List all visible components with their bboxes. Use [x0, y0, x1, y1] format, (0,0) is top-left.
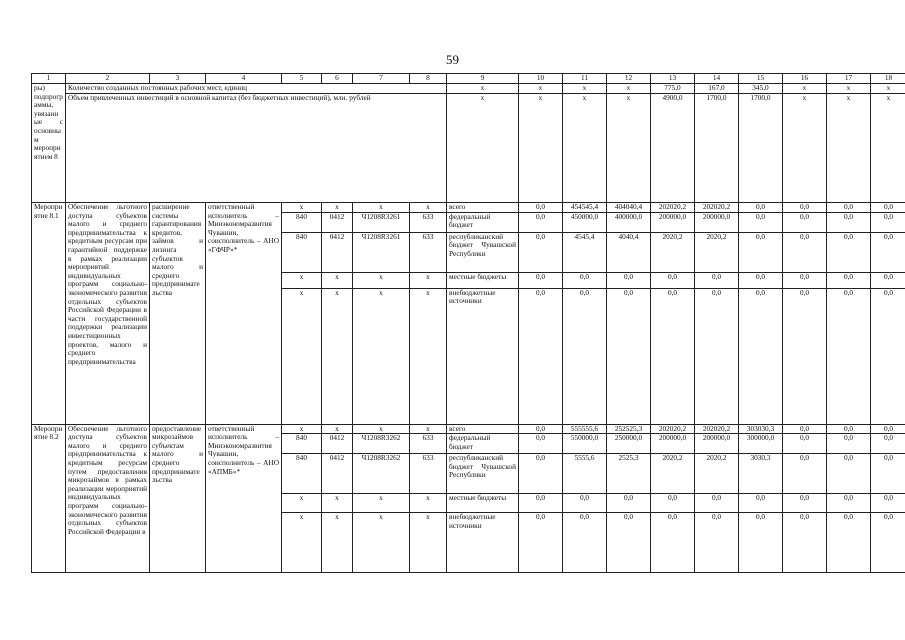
value-cell: 4040,4 — [607, 232, 651, 272]
value-cell: 0,0 — [871, 434, 905, 454]
value-cell: 252525,3 — [607, 424, 651, 434]
page-number: 59 — [446, 52, 459, 67]
measure-executor: ответственный исполнитель – Минэкономразвития Чувашии, соисполнитель – АНО «ГФЧР»* — [206, 203, 282, 425]
value-cell: 0,0 — [519, 203, 563, 213]
value-cell: 0,0 — [519, 434, 563, 454]
value-cell: 0,0 — [563, 272, 607, 288]
code-cell: x — [353, 203, 410, 213]
value-cell: 0,0 — [871, 454, 905, 494]
value-cell: 0,0 — [607, 272, 651, 288]
col-num: 5 — [282, 74, 322, 84]
value-cell: 0,0 — [519, 288, 563, 424]
value-cell: 167,0 — [695, 84, 739, 94]
col-num: 16 — [783, 74, 827, 84]
value-cell: 0,0 — [739, 203, 783, 213]
code-cell: x — [353, 513, 410, 573]
value-cell: 202020,2 — [651, 424, 695, 434]
value-cell: 0,0 — [739, 272, 783, 288]
measure-name: Обеспечение льготного доступа субъектов малого и среднего предпринимательства к кредитным ресурсам при гарантийной поддержке в рамках реализации мероприятий индивидуальных программ социально-экономического развития отдельных субъектов Российской Федерации в части государственной поддержки реализации инвестиционных проектов, малого и среднего предпринимательства — [66, 203, 150, 425]
value-cell: 202020,2 — [651, 203, 695, 213]
value-cell: 250000,0 — [607, 434, 651, 454]
funding-source: республиканский бюджет Чувашской Республики — [447, 232, 519, 272]
value-cell: x — [563, 84, 607, 94]
value-cell: 0,0 — [739, 513, 783, 573]
funding-source: всего — [447, 203, 519, 213]
funding-source: республиканский бюджет Чувашской Республики — [447, 454, 519, 494]
value-cell: 450000,0 — [563, 212, 607, 232]
col-num: 9 — [447, 74, 519, 84]
measure-task: расширение системы гарантирования кредитов, займов и лизинга субъектов малого и среднего предпринимательства — [150, 203, 206, 425]
indicator-label: Количество созданных постоянных рабочих мест, единиц — [66, 84, 447, 94]
funding-source: всего — [447, 424, 519, 434]
value-cell: 0,0 — [871, 513, 905, 573]
funding-source: местные бюджеты — [447, 494, 519, 513]
column-number-row — [32, 74, 905, 84]
value-cell: 0,0 — [827, 232, 871, 272]
value-cell: 454545,4 — [563, 203, 607, 213]
code-cell: 633 — [410, 212, 447, 232]
measure-task: предоставление микрозаймов субъектам малого и среднего предпринимательства — [150, 424, 206, 573]
value-cell: 0,0 — [827, 288, 871, 424]
value-cell: 2020,2 — [651, 454, 695, 494]
value-cell: x — [871, 94, 905, 203]
code-cell: x — [353, 424, 410, 434]
value-cell: 1700,0 — [739, 94, 783, 203]
measure-name: Обеспечение льготного доступа субъектов малого и среднего предпринимательства к кредитным ресурсам путем предоставления микрозаймов в рамках реализации мероприятий индивидуальных программ социально-экономического развития отдельных субъектов Российской Федерации в — [66, 424, 150, 573]
value-cell: 0,0 — [651, 494, 695, 513]
value-cell: x — [563, 94, 607, 203]
value-cell: 0,0 — [607, 513, 651, 573]
value-cell: 2525,3 — [607, 454, 651, 494]
value-cell: 0,0 — [827, 454, 871, 494]
value-cell: 0,0 — [739, 212, 783, 232]
code-cell: 840 — [282, 454, 322, 494]
funding-source: федеральный бюджет — [447, 434, 519, 454]
value-cell: 0,0 — [783, 494, 827, 513]
value-cell: 303030,3 — [739, 424, 783, 434]
measure-code: Мероприятие 8.1 — [32, 203, 66, 425]
code-cell: x — [410, 494, 447, 513]
value-cell: 0,0 — [739, 494, 783, 513]
code-cell: 0412 — [322, 212, 353, 232]
code-cell: 633 — [410, 232, 447, 272]
value-cell: 0,0 — [563, 288, 607, 424]
value-cell: 0,0 — [827, 494, 871, 513]
col-num: 10 — [519, 74, 563, 84]
value-cell: 0,0 — [783, 232, 827, 272]
code-cell: 840 — [282, 434, 322, 454]
value-cell: 5555,6 — [563, 454, 607, 494]
value-cell: 3030,3 — [739, 454, 783, 494]
measure-executor: ответственный исполнитель – Минэкономразвития Чувашии, соисполнитель – АНО «АПМБ»* — [206, 424, 282, 573]
value-cell: 345,0 — [739, 84, 783, 94]
value-cell: 0,0 — [563, 494, 607, 513]
indicator-row — [32, 94, 905, 203]
value-cell: 0,0 — [871, 424, 905, 434]
code-cell: x — [282, 494, 322, 513]
col-num: 2 — [66, 74, 150, 84]
code-cell: x — [322, 272, 353, 288]
code-cell: x — [322, 288, 353, 424]
value-cell: 0,0 — [871, 212, 905, 232]
funding-source: федеральный бюджет — [447, 212, 519, 232]
code-cell: x — [353, 272, 410, 288]
col-num: 17 — [827, 74, 871, 84]
value-cell: 0,0 — [871, 232, 905, 272]
col-num: 12 — [607, 74, 651, 84]
measure-code: Мероприятие 8.2 — [32, 424, 66, 573]
value-cell: x — [519, 94, 563, 203]
code-cell: x — [282, 272, 322, 288]
value-cell: 0,0 — [783, 203, 827, 213]
code-cell: 0412 — [322, 454, 353, 494]
value-cell: 2020,2 — [651, 232, 695, 272]
value-cell: 200000,0 — [695, 212, 739, 232]
code-cell: x — [322, 203, 353, 213]
col-num: 15 — [739, 74, 783, 84]
value-cell: 0,0 — [783, 454, 827, 494]
code-cell: 840 — [282, 232, 322, 272]
value-cell: 0,0 — [695, 288, 739, 424]
value-cell: 0,0 — [651, 513, 695, 573]
col-num: 11 — [563, 74, 607, 84]
code-cell: 0412 — [322, 434, 353, 454]
value-cell: 4545,4 — [563, 232, 607, 272]
col-num: 1 — [32, 74, 66, 84]
funding-source: внебюджетные источники — [447, 288, 519, 424]
value-cell: 202020,2 — [695, 424, 739, 434]
code-cell: x — [410, 288, 447, 424]
code-cell: Ч1208R3262 — [353, 454, 410, 494]
value-cell: 0,0 — [871, 494, 905, 513]
code-cell: 0412 — [322, 232, 353, 272]
value-cell: x — [519, 84, 563, 94]
value-cell: 404040,4 — [607, 203, 651, 213]
value-cell: 300000,0 — [739, 434, 783, 454]
value-cell: 0,0 — [607, 288, 651, 424]
value-cell: x — [827, 84, 871, 94]
value-cell: 0,0 — [563, 513, 607, 573]
value-cell: 0,0 — [739, 288, 783, 424]
indicator-col9: x — [447, 84, 519, 94]
code-cell: x — [353, 288, 410, 424]
value-cell: x — [827, 94, 871, 203]
col-num: 18 — [871, 74, 905, 84]
value-cell: 0,0 — [827, 434, 871, 454]
value-cell: 0,0 — [695, 494, 739, 513]
col-num: 7 — [353, 74, 410, 84]
value-cell: 0,0 — [871, 272, 905, 288]
value-cell: 0,0 — [519, 212, 563, 232]
value-cell: 0,0 — [783, 212, 827, 232]
value-cell: 0,0 — [827, 203, 871, 213]
code-cell: 633 — [410, 454, 447, 494]
value-cell: 0,0 — [651, 288, 695, 424]
code-cell: Ч1208R3262 — [353, 434, 410, 454]
col-num: 13 — [651, 74, 695, 84]
value-cell: 2020,2 — [695, 232, 739, 272]
funding-source: внебюджетные источники — [447, 513, 519, 573]
code-cell: x — [353, 494, 410, 513]
value-cell: 0,0 — [827, 513, 871, 573]
value-cell: 0,0 — [519, 454, 563, 494]
value-cell: 0,0 — [607, 494, 651, 513]
code-cell: Ч1208R3261 — [353, 212, 410, 232]
value-cell: 400000,0 — [607, 212, 651, 232]
value-cell: 0,0 — [783, 434, 827, 454]
col-num: 8 — [410, 74, 447, 84]
code-cell: 840 — [282, 212, 322, 232]
code-cell: x — [282, 288, 322, 424]
code-cell: x — [322, 513, 353, 573]
col-num: 4 — [206, 74, 282, 84]
funding-source: местные бюджеты — [447, 272, 519, 288]
value-cell: 0,0 — [651, 272, 695, 288]
indicator-label: Объем привлеченных инвестиций в основной капитал (без бюджетных инвестиций), млн. рублей — [66, 94, 447, 203]
side-label-cell: ры) подпрограммы, увязанные с основным мероприятием 8 — [32, 84, 66, 203]
value-cell: 4900,0 — [651, 94, 695, 203]
code-cell: 633 — [410, 434, 447, 454]
value-cell: 550000,0 — [563, 434, 607, 454]
col-num: 3 — [150, 74, 206, 84]
value-cell: 0,0 — [871, 203, 905, 213]
indicator-row — [32, 84, 905, 94]
code-cell: Ч1208R3261 — [353, 232, 410, 272]
value-cell: 0,0 — [519, 424, 563, 434]
code-cell: x — [410, 272, 447, 288]
value-cell: 202020,2 — [695, 203, 739, 213]
value-cell: x — [607, 94, 651, 203]
value-cell: 0,0 — [783, 424, 827, 434]
value-cell: x — [783, 94, 827, 203]
col-num: 6 — [322, 74, 353, 84]
code-cell: x — [322, 494, 353, 513]
value-cell: 2020,2 — [695, 454, 739, 494]
value-cell: 0,0 — [783, 272, 827, 288]
value-cell: 0,0 — [783, 288, 827, 424]
code-cell: x — [410, 513, 447, 573]
value-cell: 0,0 — [519, 494, 563, 513]
value-cell: 200000,0 — [695, 434, 739, 454]
value-cell: 200000,0 — [651, 212, 695, 232]
value-cell: 0,0 — [739, 232, 783, 272]
value-cell: 0,0 — [871, 288, 905, 424]
value-cell: x — [607, 84, 651, 94]
value-cell: 0,0 — [695, 513, 739, 573]
value-cell: 0,0 — [519, 272, 563, 288]
value-cell: 555555,6 — [563, 424, 607, 434]
code-cell: x — [282, 513, 322, 573]
value-cell: 0,0 — [695, 272, 739, 288]
value-cell: 0,0 — [827, 272, 871, 288]
code-cell: x — [322, 424, 353, 434]
value-cell: x — [871, 84, 905, 94]
value-cell: 0,0 — [827, 424, 871, 434]
code-cell: x — [410, 424, 447, 434]
budget-table — [31, 73, 905, 573]
value-cell: 0,0 — [519, 513, 563, 573]
funding-row — [32, 424, 905, 434]
code-cell: x — [410, 203, 447, 213]
code-cell: x — [282, 424, 322, 434]
value-cell: 775,0 — [651, 84, 695, 94]
value-cell: 0,0 — [519, 232, 563, 272]
indicator-col9: x — [447, 94, 519, 203]
col-num: 14 — [695, 74, 739, 84]
value-cell: 200000,0 — [651, 434, 695, 454]
value-cell: x — [783, 84, 827, 94]
code-cell: x — [282, 203, 322, 213]
value-cell: 0,0 — [783, 513, 827, 573]
funding-row — [32, 203, 905, 213]
value-cell: 0,0 — [827, 212, 871, 232]
value-cell: 1700,0 — [695, 94, 739, 203]
